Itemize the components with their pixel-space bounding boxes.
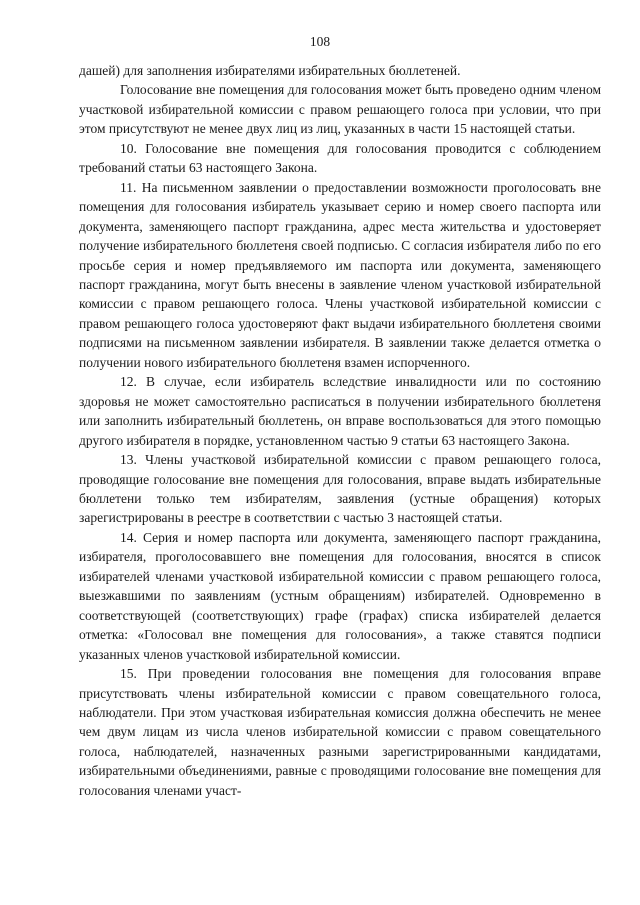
- paragraph-13: 13. Члены участковой избирательной комиссии с правом решающего голоса, проводящие голосование вне помещения для голосования, вправе выдать избирательные бюллетени только тем избирателям, заявления (устные обращения) которых зарегистрированы в реестре в соответствии с частью 3 настоящей статьи.: [79, 452, 601, 526]
- page-number: 108: [309, 34, 331, 49]
- paragraph-10: 10. Голосование вне помещения для голосования проводится с соблюдением требований статьи 63 настоящего Закона.: [79, 140, 601, 176]
- paragraph: Голосование вне помещения для голосования может быть проведено одним членом участковой избирательной комиссии с правом решающего голоса при условии, что при этом присутствуют не менее двух лиц из лиц, указанных в части 15 настоящей статьи.: [79, 82, 601, 137]
- paragraph-15: 15. При проведении голосования вне помещения для голосования вправе присутствовать члены избирательной комиссии с правом совещательного голоса, наблюдатели. При этом участковая избирательная комиссия должна обеспечить не менее чем двум лицам из числа членов избирательной комиссии с правом совещательного голоса, наблюдателей, назначенных разными зарегистрированными кандидатами, избирательными объединениями, равные с проводящими голосование вне помещения для голосования членами участ-: [79, 666, 601, 798]
- paragraph-12: 12. В случае, если избиратель вследствие инвалидности или по состоянию здоровья не может самостоятельно расписаться в получении избирательного бюллетеня или заполнить избирательный бюллетень, он вправе воспользоваться для этого помощью другого избирателя в порядке, установленном частью 9 статьи 63 настоящего Закона.: [79, 374, 601, 448]
- body-text: [79, 61, 601, 800]
- paragraph-14: 14. Серия и номер паспорта или документа, заменяющего паспорт гражданина, избирателя, проголосовавшего вне помещения для голосования, вносятся в список избирателей членами участковой избирательной комиссии с правом решающего голоса, выезжавшими по заявлениям (устным обращениям) избирателей. Одновременно в соответствующей (соответствующих) графе (графах) списка избирателей делается отметка: «Голосовал вне помещения для голосования», а также ставятся подписи указанных членов участковой избирательной комиссии.: [79, 529, 601, 662]
- paragraph-11: 11. На письменном заявлении о предоставлении возможности проголосовать вне помещения для голосования избиратель указывает серию и номер своего паспорта или документа, заменяющего паспорт гражданина, адрес места жительства и удостоверяет получение избирательного бюллетеня своей подписью. С согласия избирателя либо по его просьбе серия и номер предъявляемого им паспорта или документа, заменяющего паспорт гражданина, могут быть внесены в заявление членом участковой избирательной комиссии с правом решающего голоса. Члены участковой избирательной комиссии с правом решающего голоса удостоверяют факт выдачи избирательного бюллетеня своими подписями на письменном заявлении избирателя. В заявлении также делается отметка о получении нового избирательного бюллетеня взамен испорченного.: [79, 179, 601, 370]
- paragraph-continuation: дашей) для заполнения избирателями избирательных бюллетеней.: [79, 63, 461, 78]
